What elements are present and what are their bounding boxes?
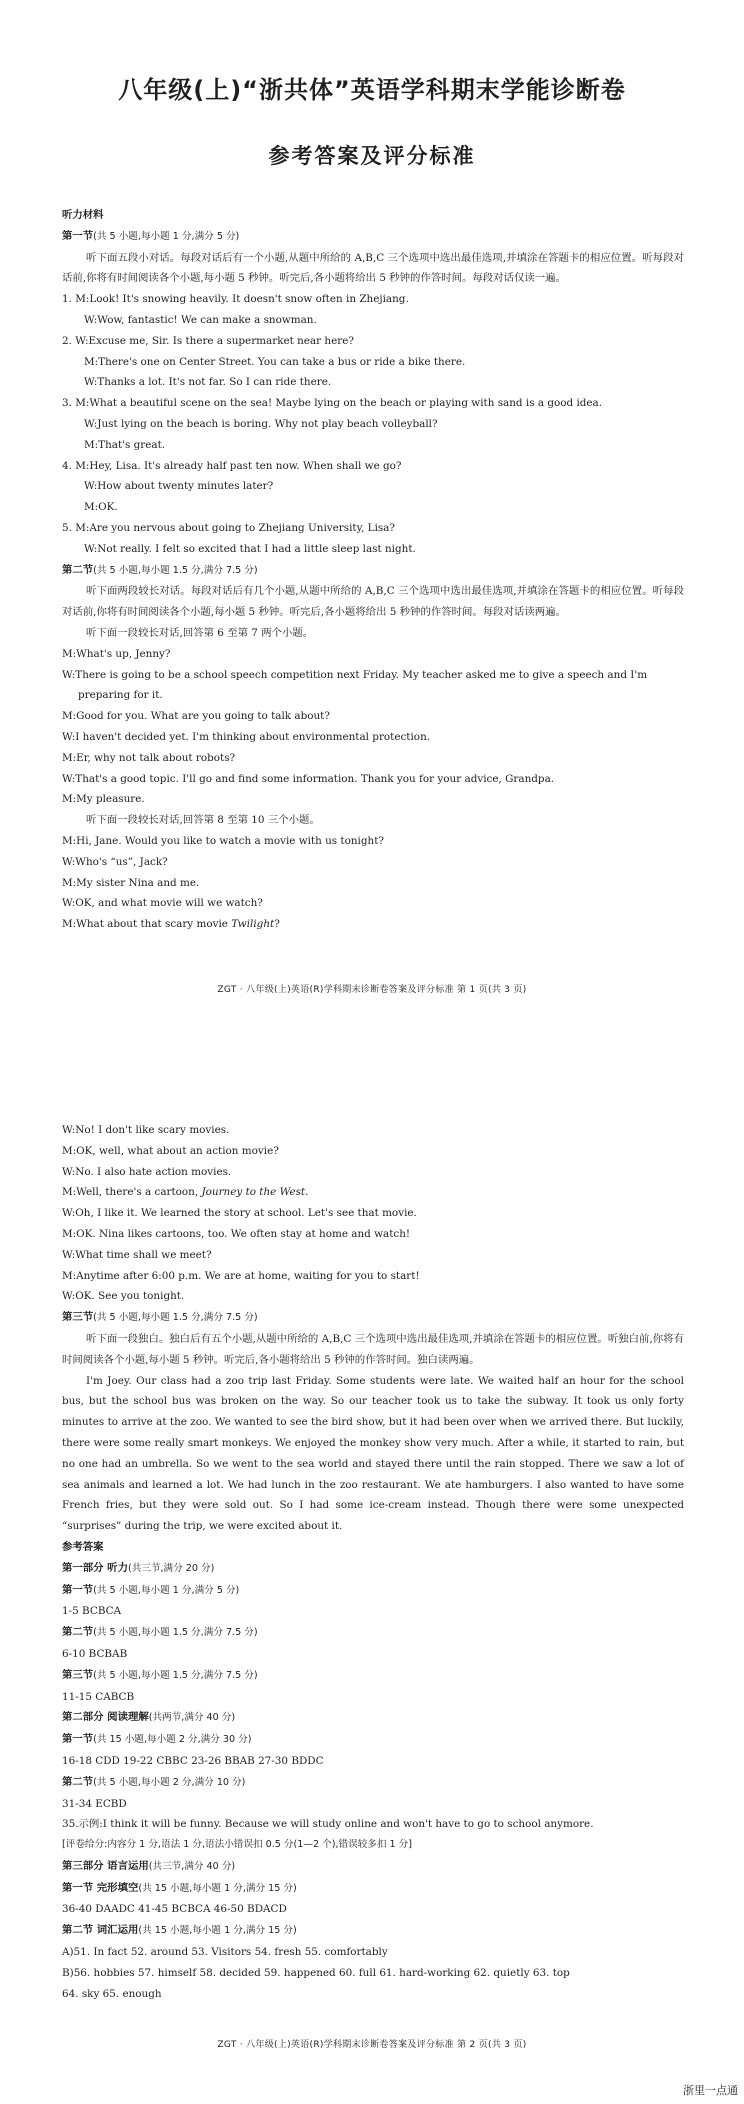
dialogue-line: W:That's a good topic. I'll go and find some information. Thank you for your advice, Grandpa.	[62, 772, 555, 785]
section-title: 第一节	[62, 1583, 94, 1596]
page-2-content	[62, 1120, 684, 2004]
section-1-instructions: 听下面五段小对话。每段对话后有一个小题,从题中所给的 A,B,C 三个选项中选出最佳选项,并填涂在答题卡的相应位置。听每段对话前,你将有时间阅读各个小题,每小题 5 秒钟。听完后,各小题将给出 5 秒钟的作答时间。每段对话仅读一遍。	[62, 251, 684, 285]
dialogue-line: M:OK, well, what about an action movie?	[62, 1144, 279, 1157]
dialogue-line: W:What time shall we meet?	[62, 1248, 212, 1261]
sample-answer: 35.示例:I think it will be funny. Because we will study online and won't have to go to school anymore.	[62, 1818, 594, 1831]
section-3-header	[62, 1307, 684, 1329]
answer-key-line: 36-40 DAADC 41-45 BCBCA 46-50 BDACD	[62, 1903, 287, 1916]
dialogue-line: W:I haven't decided yet. I'm thinking about environmental protection.	[62, 730, 431, 743]
section-header	[62, 1622, 684, 1644]
dialogue-line: W:Just lying on the beach is boring. Why not play beach volleyball?	[84, 417, 438, 430]
monologue-text: I'm Joey. Our class had a zoo trip last Friday. Some students were late. We waited half an hour for the school bus, but the school bus was broken on the way. So our teacher took us to take the subway. It took us only forty minutes to arrive at the zoo. We wanted to see the bird show, but it had been over when we arrived there. But luckily, there were some really smart monkeys. We enjoyed the monkey show very much. After a while, it started to rain, but no one had an umbrella. So we went to the sea world and stayed there until the rain stopped. There we saw a lot of sea animals and learned a lot. We had lunch in the zoo restaurant. We ate hamburgers. I also wanted to have some French fries, but they were sold out. So I had some ice-cream instead. Though there were some unexpected “surprises” during the trip, we were excited about it.	[62, 1374, 684, 1533]
section-header	[62, 1729, 684, 1751]
answer-key-line: 64. sky 65. enough	[62, 1987, 162, 2000]
dialogue-line: M:My sister Nina and me.	[62, 876, 200, 889]
dialogue-text: ?	[274, 918, 280, 931]
part-title: 第三部分 语言运用	[62, 1859, 149, 1872]
dialogue-line: W:Oh, I like it. We learned the story at school. Let's see that movie.	[62, 1207, 417, 1220]
section-header	[62, 1920, 684, 1942]
dialogue-line: W:There is going to be a school speech competition next Friday. My teacher asked me to give a speech and I'm preparing for it.	[62, 668, 648, 702]
section-note: (共 15 小题,每小题 2 分,满分 30 分)	[93, 1734, 252, 1746]
dialogue-line: M:There's one on Center Street. You can take a bus or ride a bike there.	[84, 355, 466, 368]
answer-key-line: 1-5 BCBCA	[62, 1605, 122, 1618]
section-title: 第二节	[62, 1775, 94, 1788]
answer-page-2	[0, 1115, 744, 2104]
answer-page-1	[0, 0, 744, 995]
answer-key-line: A)51. In fact 52. around 53. Visitors 54. fresh 55. comfortably	[62, 1946, 388, 1959]
page-footer: ZGT · 八年级(上)英语(R)学科期末诊断卷答案及评分标准 第 1 页(共 3 页)	[217, 985, 527, 995]
dialogue-line	[62, 1182, 684, 1203]
dialogue-line: M:Anytime after 6:00 p.m. We are at home, waiting for you to start!	[62, 1269, 420, 1282]
dialogue-line: W:No! I don't like scary movies.	[62, 1124, 230, 1136]
section-note: (共 5 小题,每小题 1.5 分,满分 7.5 分)	[93, 1669, 258, 1681]
grading-note: [评卷给分:内容分 1 分,语法 1 分,语法小错误扣 0.5 分(1—2 个),错误较多扣 1 分]	[62, 1839, 413, 1851]
dialogue-intro: 听下面一段较长对话,回答第 8 至第 10 三个小题。	[86, 814, 320, 827]
dialogue-line: W:Thanks a lot. It's not far. So I can ride there.	[84, 376, 332, 389]
dialogue-line: M:Er, why not talk about robots?	[62, 751, 236, 764]
section-1-header	[62, 226, 684, 248]
movie-title: Journey to the West	[201, 1186, 306, 1199]
dialogue-text: M:What about that scary movie	[62, 918, 232, 931]
dialogue-line: M:Good for you. What are you going to talk about?	[62, 710, 330, 723]
part-note: (共三节,满分 20 分)	[127, 1562, 215, 1574]
page-1-content	[62, 205, 684, 935]
dialogue-line: 3. M:What a beautiful scene on the sea! Maybe lying on the beach or playing with sand is a good idea.	[62, 397, 603, 410]
dialogue-line	[62, 914, 684, 935]
answer-key-line: 11-15 CABCB	[62, 1690, 135, 1703]
section-header	[62, 1772, 684, 1794]
dialogue-line: 4. M:Hey, Lisa. It's already half past ten now. When shall we go?	[62, 459, 402, 472]
document-title: 八年级(上)“浙共体”英语学科期末学能诊断卷	[118, 76, 626, 104]
dialogue-line: M:My pleasure.	[62, 793, 145, 806]
section-2-instructions: 听下面两段较长对话。每段对话后有几个小题,从题中所给的 A,B,C 三个选项中选出最佳选项,并填涂在答题卡的相应位置。听每段对话前,你将有时间阅读各个小题,每小题 5 秒钟。听完后,各小题将给出 5 秒钟的作答时间。每段对话读两遍。	[62, 585, 684, 619]
dialogue-text: .	[305, 1186, 309, 1199]
dialogue-line: M:OK. Nina likes cartoons, too. We often stay at home and watch!	[62, 1227, 411, 1240]
dialogue-line: 1. M:Look! It's snowing heavily. It doesn't snow often in Zhejiang.	[62, 293, 409, 306]
section-header	[62, 1665, 684, 1687]
section-note: (共 5 小题,每小题 1.5 分,满分 7.5 分)	[93, 564, 258, 576]
part-header	[62, 1856, 684, 1878]
part-header	[62, 1558, 684, 1580]
page-footer: ZGT · 八年级(上)英语(R)学科期末诊断卷答案及评分标准 第 2 页(共 3 页)	[217, 2040, 527, 2050]
section-2-header	[62, 560, 684, 582]
section-title: 第二节	[62, 1626, 94, 1639]
dialogue-line: W:Not really. I felt so excited that I had a little sleep last night.	[84, 542, 416, 555]
dialogue-line: 5. M:Are you nervous about going to Zhejiang University, Lisa?	[62, 521, 395, 534]
answers-heading: 参考答案	[62, 1540, 104, 1553]
answer-key-line: 16-18 CDD 19-22 CBBC 23-26 BBAB 27-30 BDDC	[62, 1754, 324, 1767]
dialogue-line: W:OK. See you tonight.	[62, 1290, 185, 1303]
dialogue-line: W:OK, and what movie will we watch?	[62, 897, 263, 910]
section-header	[62, 1580, 684, 1602]
section-title: 第三节	[62, 1668, 94, 1681]
dialogue-line: M:Hi, Jane. Would you like to watch a movie with us tonight?	[62, 834, 384, 847]
section-note: (共 5 小题,每小题 1 分,满分 5 分)	[93, 230, 240, 242]
dialogue-line: W:No. I also hate action movies.	[62, 1165, 232, 1178]
document-subtitle: 参考答案及评分标准	[268, 144, 476, 168]
section-note: (共 5 小题,每小题 2 分,满分 10 分)	[93, 1776, 246, 1788]
part-title: 第一部分 听力	[62, 1561, 128, 1574]
part-title: 第二部分 阅读理解	[62, 1711, 149, 1724]
section-title: 第二节 词汇运用	[62, 1924, 139, 1937]
dialogue-line: 2. W:Excuse me, Sir. Is there a supermarket near here?	[62, 334, 354, 347]
section-title: 第一节	[62, 229, 94, 242]
section-header	[62, 1878, 684, 1900]
section-3-instructions: 听下面一段独白。独白后有五个小题,从题中所给的 A,B,C 三个选项中选出最佳选项,并填涂在答题卡的相应位置。听独白前,你将有时间阅读各个小题,每小题 5 秒钟。听完后,各小题将给出 5 秒钟的作答时间。独白读两遍。	[62, 1332, 684, 1366]
dialogue-line: W:How about twenty minutes later?	[84, 480, 274, 493]
dialogue-text: M:Well, there's a cartoon,	[62, 1186, 202, 1199]
section-title: 第一节	[62, 1733, 94, 1746]
part-note: (共两节,满分 40 分)	[148, 1712, 236, 1724]
part-note: (共三节,满分 40 分)	[148, 1860, 236, 1872]
section-title: 第三节	[62, 1311, 94, 1324]
section-note: (共 15 小题,每小题 1 分,满分 15 分)	[138, 1882, 297, 1894]
answer-key-line: 6-10 BCBAB	[62, 1647, 128, 1660]
section-note: (共 5 小题,每小题 1.5 分,满分 7.5 分)	[93, 1627, 258, 1639]
dialogue-line: M:That's great.	[84, 438, 166, 451]
section-title: 第二节	[62, 563, 94, 576]
dialogue-line: M:What's up, Jenny?	[62, 647, 171, 660]
dialogue-intro: 听下面一段较长对话,回答第 6 至第 7 两个小题。	[86, 626, 314, 639]
section-note: (共 5 小题,每小题 1.5 分,满分 7.5 分)	[93, 1312, 258, 1324]
part-header	[62, 1707, 684, 1729]
section-title: 第一节 完形填空	[62, 1881, 139, 1894]
section-note: (共 15 小题,每小题 1 分,满分 15 分)	[138, 1925, 297, 1937]
dialogue-line: W:Who's “us”, Jack?	[62, 855, 168, 868]
movie-title: Twilight	[231, 918, 275, 931]
dialogue-line: W:Wow, fantastic! We can make a snowman.	[84, 313, 317, 326]
listening-heading: 听力材料	[62, 209, 104, 221]
section-note: (共 5 小题,每小题 1 分,满分 5 分)	[93, 1584, 240, 1596]
answer-key-line: 31-34 ECBD	[62, 1797, 127, 1810]
dialogue-line: M:OK.	[84, 501, 118, 514]
watermark-text: 浙里一点通	[683, 2084, 738, 2097]
answer-key-line: B)56. hobbies 57. himself 58. decided 59. happened 60. full 61. hard-working 62. quietly 63. top	[62, 1966, 570, 1979]
